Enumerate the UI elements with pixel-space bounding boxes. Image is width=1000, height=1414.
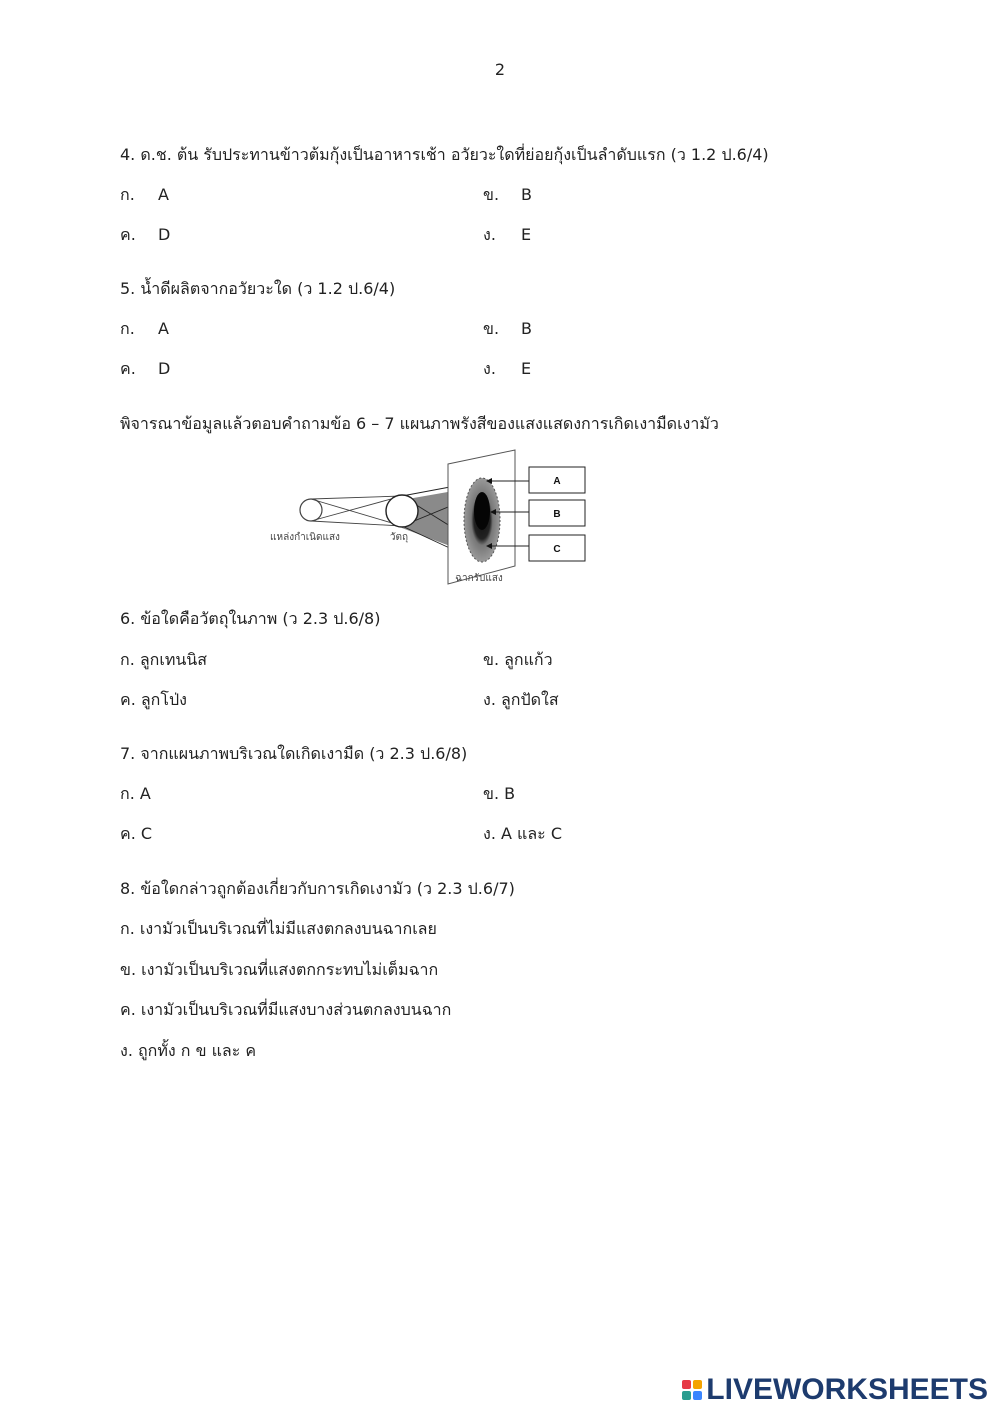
question-8-option-d[interactable]: ง. ถูกทั้ง ก ข และ ค bbox=[120, 1041, 257, 1060]
question-6-option-b[interactable]: ข. ลูกแก้ว bbox=[483, 650, 553, 669]
shadow-diagram bbox=[255, 448, 600, 590]
question-6-text: 6. ข้อใดคือวัตถุในภาพ (ว 2.3 ป.6/8) bbox=[120, 609, 381, 628]
object-circle bbox=[386, 495, 418, 527]
question-6-option-c[interactable]: ค. ลูกโป่ง bbox=[120, 690, 187, 709]
question-5-option-b[interactable]: ข. B bbox=[483, 319, 532, 338]
question-8-text: 8. ข้อใดกล่าวถูกต้องเกี่ยวกับการเกิดเงามัว (ว 2.3 ป.6/7) bbox=[120, 879, 515, 898]
page-number: 2 bbox=[494, 60, 506, 79]
logo-cell-icon bbox=[693, 1391, 702, 1400]
question-8-option-a[interactable]: ก. เงามัวเป็นบริเวณที่ไม่มีแสงตกลงบนฉากเลย bbox=[120, 919, 437, 938]
logo-cell-icon bbox=[682, 1391, 691, 1400]
question-7-option-a[interactable]: ก. A bbox=[120, 784, 151, 803]
question-5-option-d[interactable]: ง. E bbox=[483, 359, 532, 378]
question-8-option-b[interactable]: ข. เงามัวเป็นบริเวณที่แสงตกกระทบไม่เต็มฉาก bbox=[120, 960, 439, 979]
question-7-option-b[interactable]: ข. B bbox=[483, 784, 516, 803]
question-5-option-a[interactable]: ก. A bbox=[120, 319, 169, 338]
question-7-option-c[interactable]: ค. C bbox=[120, 824, 153, 843]
logo-cell-icon bbox=[693, 1380, 702, 1389]
question-7-text: 7. จากแผนภาพบริเวณใดเกิดเงามืด (ว 2.3 ป.6/8) bbox=[120, 744, 468, 763]
shadow-diagram-svg bbox=[255, 448, 600, 590]
liveworksheets-logo[interactable] bbox=[682, 1372, 988, 1408]
umbra-region bbox=[474, 492, 490, 530]
question-6-option-d[interactable]: ง. ลูกปัดใส bbox=[483, 690, 559, 709]
question-5-option-c[interactable]: ค. D bbox=[120, 359, 171, 378]
question-4-option-a[interactable]: ก. A bbox=[120, 185, 169, 204]
question-4-option-d[interactable]: ง. E bbox=[483, 225, 532, 244]
light-source-circle bbox=[300, 499, 322, 521]
label-box-a-text: A bbox=[553, 476, 561, 487]
question-4-text: 4. ด.ช. ต้น รับประทานข้าวต้มกุ้งเป็นอาหารเช้า อวัยวะใดที่ย่อยกุ้งเป็นลำดับแรก (ว 1.2 ป.6/4) bbox=[120, 145, 769, 164]
question-4-option-c[interactable]: ค. D bbox=[120, 225, 171, 244]
question-8-option-c[interactable]: ค. เงามัวเป็นบริเวณที่มีแสงบางส่วนตกลงบนฉาก bbox=[120, 1000, 452, 1019]
logo-grid-icon bbox=[682, 1380, 702, 1400]
question-4-option-b[interactable]: ข. B bbox=[483, 185, 532, 204]
instruction-text: พิจารณาข้อมูลแล้วตอบคำถามข้อ 6 – 7 แผนภาพรังสีของแสงแสดงการเกิดเงามืดเงามัว bbox=[120, 414, 719, 433]
label-box-b-text: B bbox=[553, 509, 561, 520]
screen-label: ฉากรับแสง bbox=[455, 573, 503, 584]
question-5-text: 5. น้ำดีผลิตจากอวัยวะใด (ว 1.2 ป.6/4) bbox=[120, 279, 396, 298]
light-source-label: แหล่งกำเนิดแสง bbox=[270, 532, 340, 543]
question-6-option-a[interactable]: ก. ลูกเทนนิส bbox=[120, 650, 208, 669]
object-label: วัตถุ bbox=[389, 532, 409, 543]
logo-cell-icon bbox=[682, 1380, 691, 1389]
label-box-c-text: C bbox=[553, 544, 561, 555]
question-7-option-d[interactable]: ง. A และ C bbox=[483, 824, 562, 843]
logo-text: LIVEWORKSHEETS bbox=[706, 1373, 988, 1406]
